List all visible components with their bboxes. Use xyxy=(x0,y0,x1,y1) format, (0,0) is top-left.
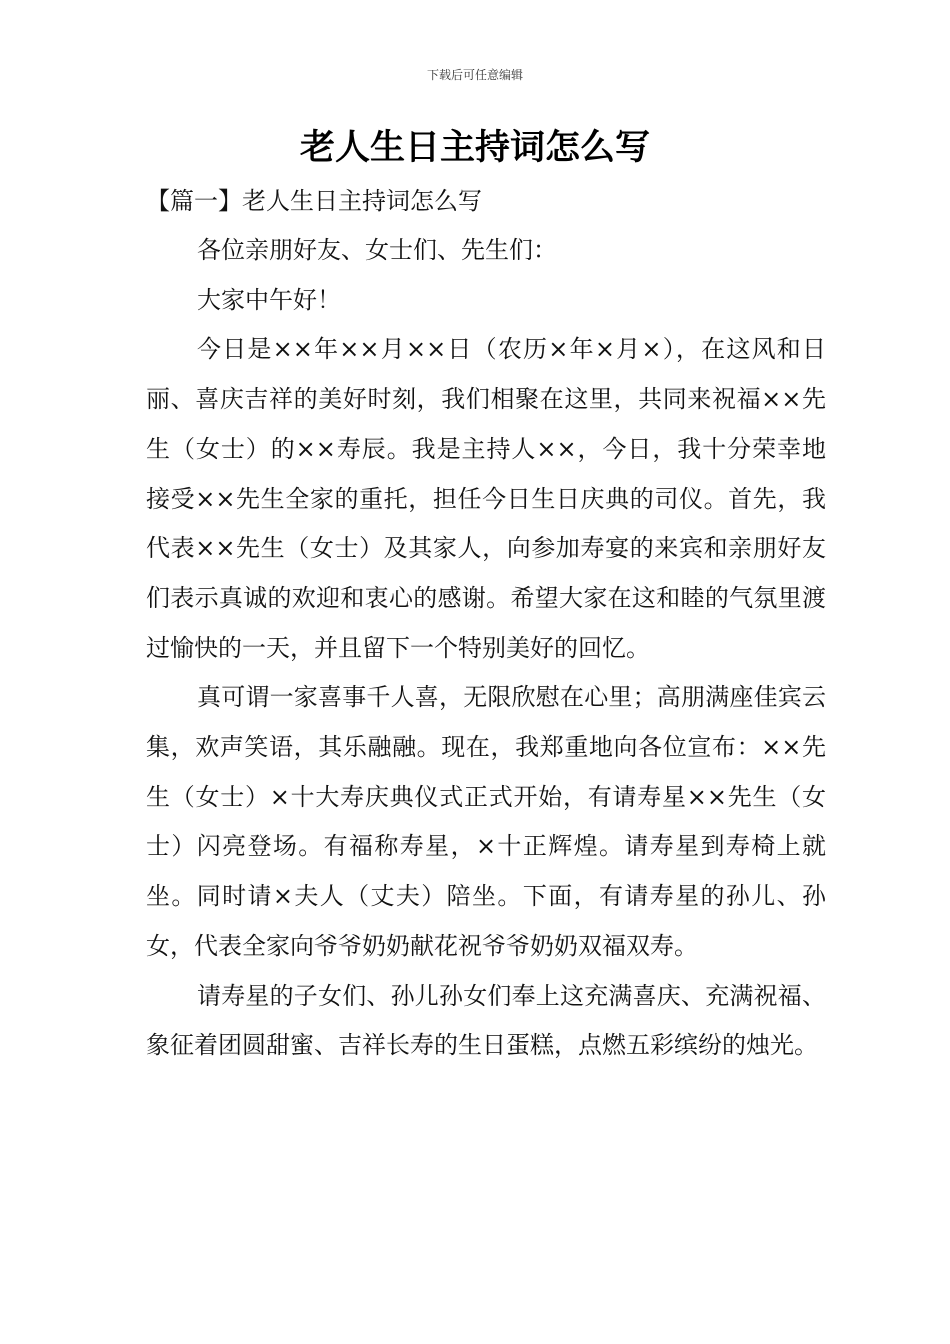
paragraph-opening: 今日是××年××月××日（农历×年×月×），在这风和日丽、喜庆吉祥的美好时刻，我们相聚在这里，共同来祝福××先生（女士）的××寿辰。我是主持人××，今日，我十分荣幸地接受××先生全家的重托，担任今日生日庆典的司仪。首先，我代表××先生（女士）及其家人，向参加寿宴的来宾和亲朋好友们表示真诚的欢迎和衷心的感谢。希望大家在这和睦的气氛里渡过愉快的一天，并且留下一个特别美好的回忆。 xyxy=(146,335,826,662)
paragraph-ceremony-start: 真可谓一家喜事千人喜，无限欣慰在心里；高朋满座佳宾云集，欢声笑语，其乐融融。现在，我郑重地向各位宣布：××先生（女士）×十大寿庆典仪式正式开始，有请寿星××先生（女士）闪亮登场。有福称寿星，×十正辉煌。请寿星到寿椅上就坐。同时请×夫人（丈夫）陪坐。下面，有请寿星的孙儿、孙女，代表全家向爷爷奶奶献花祝爷爷奶奶双福双寿。 xyxy=(146,683,826,960)
paragraph-cake: 请寿星的子女们、孙儿孙女们奉上这充满喜庆、充满祝福、象征着团圆甜蜜、吉祥长寿的生日蛋糕，点燃五彩缤纷的烛光。 xyxy=(146,981,826,1060)
section-heading: 【篇一】老人生日主持词怎么写 xyxy=(146,187,482,215)
document-title: 老人生日主持词怎么写 xyxy=(299,128,650,168)
header-note: 下载后可任意编辑 xyxy=(426,68,523,82)
document-body xyxy=(146,226,826,1071)
paragraph-greeting: 各位亲朋好友、女士们、先生们： xyxy=(197,236,557,264)
paragraph-hello: 大家中午好！ xyxy=(197,285,341,314)
